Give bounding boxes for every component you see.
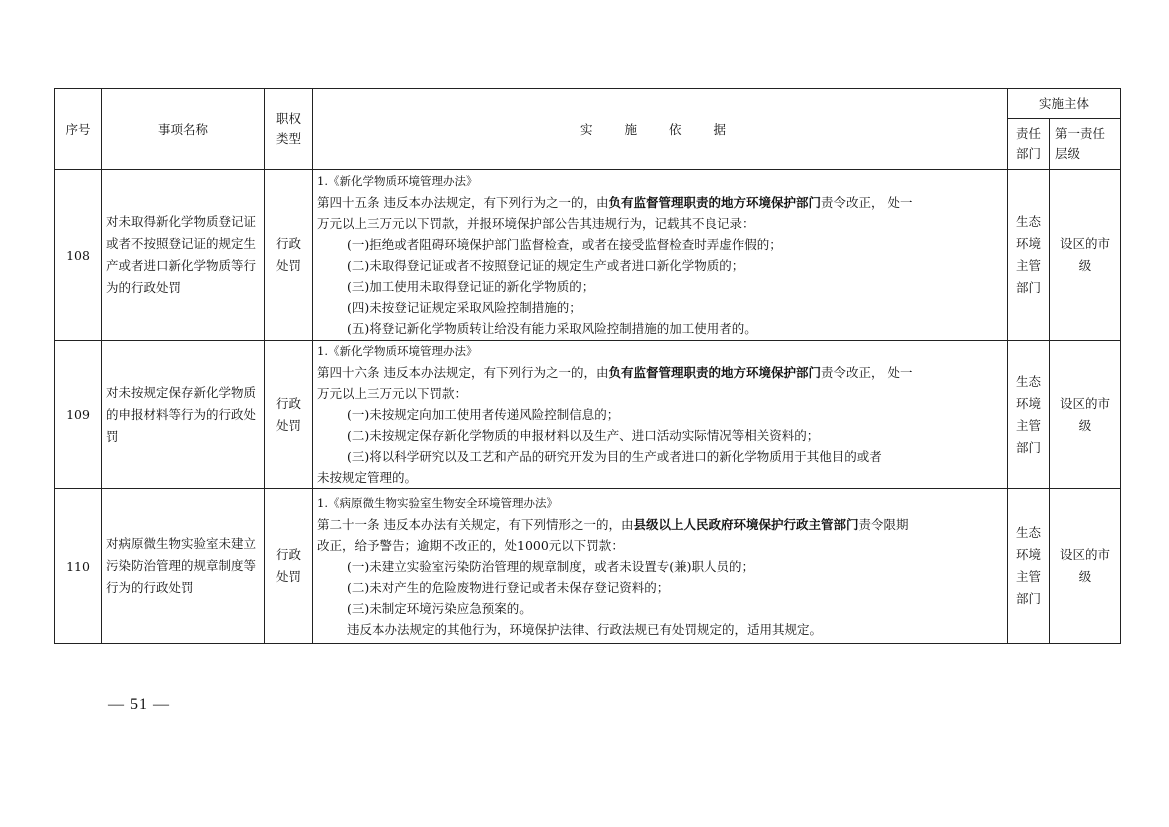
list-item: (二)未取得登记证或者不按照登记证的规定生产或者进口新化学物质的； [347,258,745,273]
article-text: 第四十六条 违反本办法规定，有下列行为之一的，由负有监督管理职责的地方环境保护部门责令改正， 处一 [317,365,913,380]
law-title: 1.《新化学物质环境管理办法》 [317,174,478,188]
table-row [55,341,1121,489]
row-item-name: 对病原微生物实验室未建立污染防治管理的规章制度等行为的行政处罚 [102,489,265,644]
responsible-authority: 负有监督管理职责的地方环境保护部门 [608,365,821,380]
list-item: (三)未制定环境污染应急预案的。 [347,600,532,616]
law-title: 1.《新化学物质环境管理办法》 [317,344,478,358]
header-no: 序号 [55,89,102,170]
row-item-name: 对未取得新化学物质登记证或者不按照登记证的规定生产或者进口新化学物质等行为的行政处罚 [102,170,265,341]
list-item: 违反本办法规定的其他行为，环境保护法律、行政法规已有处罚规定的，适用其规定。 [347,621,823,637]
header-first-level: 第一责任层级 [1050,119,1121,170]
list-item: (一)未按规定向加工使用者传递风险控制信息的； [347,407,620,422]
list-item: (二)未对产生的危险废物进行登记或者未保存登记资料的； [347,579,670,595]
row-first-level: 设区的市级 [1050,489,1121,644]
list-item: (二)未按规定保存新化学物质的申报材料以及生产、进口活动实际情况等相关资料的； [347,428,820,443]
list-item: (五)将登记新化学物质转让给没有能力采取风险控制措施的加工使用者的。 [347,321,757,336]
row-basis [313,341,1008,489]
article-text: 第四十五条 违反本办法规定，有下列行为之一的，由负有监督管理职责的地方环境保护部门责令改正， 处一 [317,195,913,210]
row-resp-dept: 生态环境主管部门 [1008,489,1050,644]
row-basis [313,489,1008,644]
responsible-authority: 负有监督管理职责的地方环境保护部门 [608,195,821,210]
list-item: (一)未建立实验室污染防治管理的规章制度，或者未设置专(兼)职人员的； [347,558,755,574]
row-basis [313,170,1008,341]
table-row [55,170,1121,341]
row-no: 108 [55,170,102,341]
row-resp-dept: 生态环境主管部门 [1008,170,1050,341]
page-number: — 51 — [108,696,170,713]
header-resp-dept: 责任部门 [1008,119,1050,170]
header-impl-subject: 实施主体 [1008,89,1121,119]
row-power-type: 行政处罚 [265,341,313,489]
responsible-authority: 县级以上人民政府环境保护行政主管部门 [633,516,859,532]
row-first-level: 设区的市级 [1050,170,1121,341]
header-basis: 实 施 依 据 [313,89,1008,170]
header-item-name: 事项名称 [102,89,265,170]
row-power-type: 行政处罚 [265,170,313,341]
row-item-name: 对未按规定保存新化学物质的申报材料等行为的行政处罚 [102,341,265,489]
article-text-cont: 万元以上三万元以下罚款，并报环境保护部公告其违规行为，记载其不良记录： [317,216,755,231]
list-item: (三)将以科学研究以及工艺和产品的研究开发为目的生产或者进口的新化学物质用于其他目的或者 [347,449,882,464]
law-title: 1.《病原微生物实验室生物安全环境管理办法》 [317,495,558,510]
list-item: (三)加工使用未取得登记证的新化学物质的； [347,279,595,294]
row-no: 110 [55,489,102,644]
table-row [55,489,1121,644]
article-text-cont: 改正，给予警告；逾期不改正的，处1000元以下罚款： [317,537,624,553]
article-text-cont: 万元以上三万元以下罚款： [317,386,468,401]
row-resp-dept: 生态环境主管部门 [1008,341,1050,489]
row-no: 109 [55,341,102,489]
row-power-type: 行政处罚 [265,489,313,644]
enforcement-table [54,88,1121,644]
list-item-tail: 未按规定管理的。 [317,470,418,485]
article-text: 第二十一条 违反本办法有关规定，有下列情形之一的，由县级以上人民政府环境保护行政主管部门责令限期 [317,516,909,532]
list-item: (一)拒绝或者阻碍环境保护部门监督检查，或者在接受监督检查时弄虚作假的； [347,237,782,252]
row-first-level: 设区的市级 [1050,341,1121,489]
list-item: (四)未按登记证规定采取风险控制措施的； [347,300,582,315]
header-power-type: 职权类型 [265,89,313,170]
